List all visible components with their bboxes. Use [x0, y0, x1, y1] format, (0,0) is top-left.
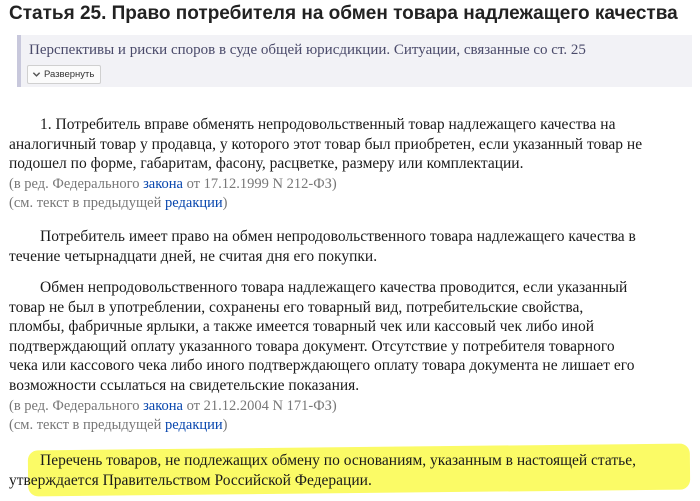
expand-label: Развернуть	[44, 69, 95, 80]
edition-link[interactable]: редакции	[165, 417, 223, 433]
p3-line: Обмен непродовольственного товара надлежащего качества проводится, если указанный	[40, 279, 628, 296]
prev-edition-note-1	[9, 195, 228, 212]
note-text: (в ред. Федерального	[9, 176, 144, 192]
p3-line: чека или кассового чека либо иного подтверждающего оплату товара документа не лишает его	[9, 357, 635, 374]
info-box	[17, 35, 692, 87]
prev-edition-note-2	[9, 417, 228, 434]
note-text: от 21.12.2004 N 171-ФЗ)	[183, 398, 337, 414]
note-text: (в ред. Федерального	[9, 398, 144, 414]
p1-line: аналогичный товар у продавца, у которого этот товар был приобретен, если указанный товар не	[9, 135, 643, 153]
edition-note-2	[9, 398, 337, 415]
p4-line: утверждается Правительством Российской Федерации.	[9, 471, 372, 489]
note-text: )	[222, 417, 228, 433]
p1-line: подошел по форме, габаритам, фасону, расцветке, размеру или комплектации.	[9, 155, 524, 172]
paragraph-3	[9, 278, 695, 395]
p3-line: возможности ссылаться на свидетельские показания.	[9, 376, 360, 394]
edition-note-1	[9, 176, 337, 193]
p3-line: товар не был в употреблении, сохранены его товарный вид, потребительские свойства,	[9, 298, 584, 316]
note-text: от 17.12.1999 N 212-ФЗ)	[183, 176, 337, 192]
p2-line: Потребитель имеет право на обмен непродовольственного товара надлежащего качества в	[40, 228, 636, 245]
paragraph-1	[9, 115, 695, 174]
p3-line: пломбы, фабричные ярлыки, а также имеется товарный чек или кассовый чек либо иной	[9, 318, 595, 335]
note-text: )	[222, 195, 228, 211]
p3-line: подтверждающий оплату указанного товара документ. Отсутствие у потребителя товарного	[9, 337, 615, 355]
list-link[interactable]: Перечень	[40, 452, 103, 469]
paragraph-4	[9, 451, 695, 490]
law-link[interactable]: закона	[143, 176, 183, 192]
law-link[interactable]: закона	[143, 398, 183, 414]
note-text: (см. текст в предыдущей	[9, 195, 166, 211]
article-title: Статья 25. Право потребителя на обмен товара надлежащего качества	[9, 3, 678, 24]
chevron-down-icon	[32, 70, 41, 79]
edition-link[interactable]: редакции	[165, 195, 223, 211]
paragraph-2	[9, 227, 695, 266]
p4-line	[9, 451, 695, 471]
note-text: (см. текст в предыдущей	[9, 417, 166, 433]
p1-line: 1. Потребитель вправе обменять непродовольственный товар надлежащего качества на	[40, 116, 616, 133]
expand-button[interactable]	[27, 65, 101, 84]
info-box-text[interactable]: Перспективы и риски споров в суде общей юрисдикции. Ситуации, связанные со ст. 25	[29, 42, 586, 58]
p2-line: течение четырнадцати дней, не считая дня его покупки.	[9, 247, 378, 265]
p4-text: товаров, не подлежащих обмену по основаниям, указанным в настоящей статье,	[102, 452, 636, 469]
